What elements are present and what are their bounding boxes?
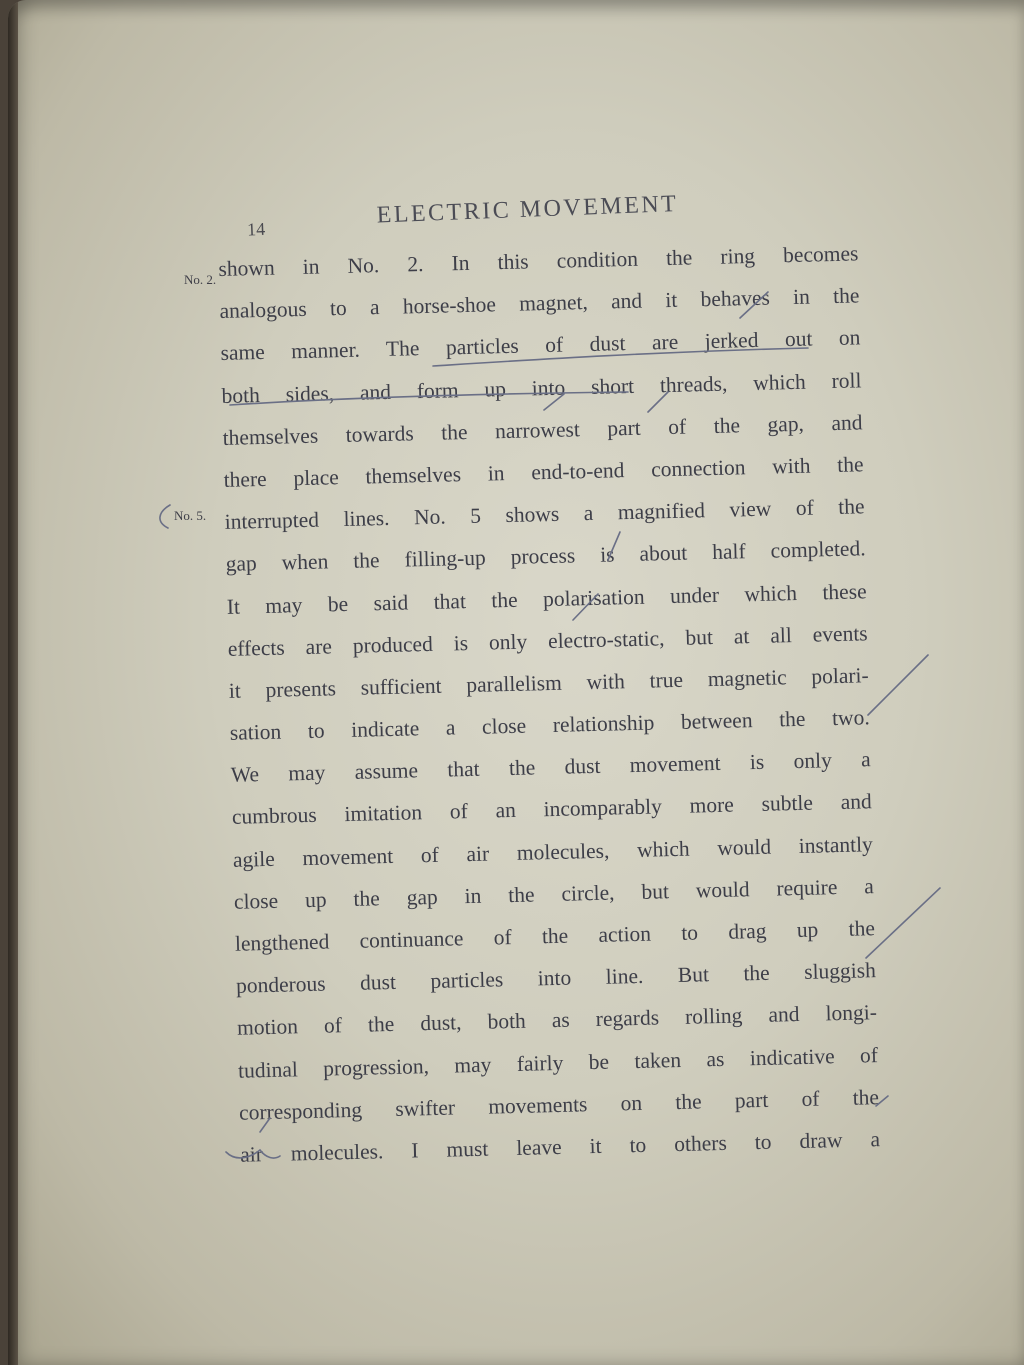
body-text <box>218 232 880 1175</box>
book-page <box>8 0 1024 1365</box>
text-line: agile movement of air molecules, which would instantly <box>232 831 874 872</box>
text-line: close up the gap in the circle, but would require a <box>233 873 875 914</box>
text-line: sation to indicate a close relationship between the two. <box>229 705 870 745</box>
text-line: cumbrous imitation of an incomparably more subtle and <box>231 789 873 830</box>
text-line: shown in No. 2. In this condition the ring becomes <box>218 241 859 281</box>
text-line: lengthened continuance of the action to drag up the <box>234 916 876 956</box>
page-header <box>234 176 855 240</box>
text-line: We may assume that the dust movement is only a <box>230 747 871 788</box>
pencil-margin-mark-1 <box>868 655 928 715</box>
page-number: 14 <box>246 218 266 240</box>
text-line: both sides, and form up into short threads, which roll <box>221 367 862 408</box>
running-head: ELECTRIC MOVEMENT <box>376 190 679 229</box>
margin-note-no-2: No. 2. <box>184 272 217 287</box>
text-line: effects are produced is only electro-static, but at all events <box>227 620 868 661</box>
text-line: there place themselves in end-to-end connection with the <box>223 452 864 492</box>
text-line: ponderous dust particles into line. But the sluggish <box>235 958 877 998</box>
text-line: it presents sufficient parallelism with true magnetic polari- <box>228 663 869 703</box>
text-line: air molecules. I must leave it to others to draw a <box>239 1127 881 1167</box>
book-spine-shadow <box>8 0 18 1365</box>
text-line: analogous to a horse-shoe magnet, and it behaves in the <box>219 283 860 324</box>
text-line: gap when the filling-up process is about half completed. <box>225 536 866 577</box>
text-line: tudinal progression, may fairly be taken as indicative of <box>237 1042 879 1083</box>
text-line: interrupted lines. No. 5 shows a magnified view of the <box>224 494 865 535</box>
text-line: It may be said that the polarisation under which these <box>226 578 867 619</box>
text-line: motion of the dust, both as regards rolling and longi- <box>236 1000 878 1041</box>
text-line: same manner. The particles of dust are jerked out on <box>220 325 861 366</box>
text-line: themselves towards the narrowest part of the gap, and <box>222 410 863 450</box>
margin-note-no-5: No. 5. <box>174 508 207 523</box>
pencil-margin-mark-2 <box>866 888 940 958</box>
text-line: corresponding swifter movements on the part of the <box>238 1084 880 1125</box>
pencil-bracket-no5 <box>160 505 170 528</box>
